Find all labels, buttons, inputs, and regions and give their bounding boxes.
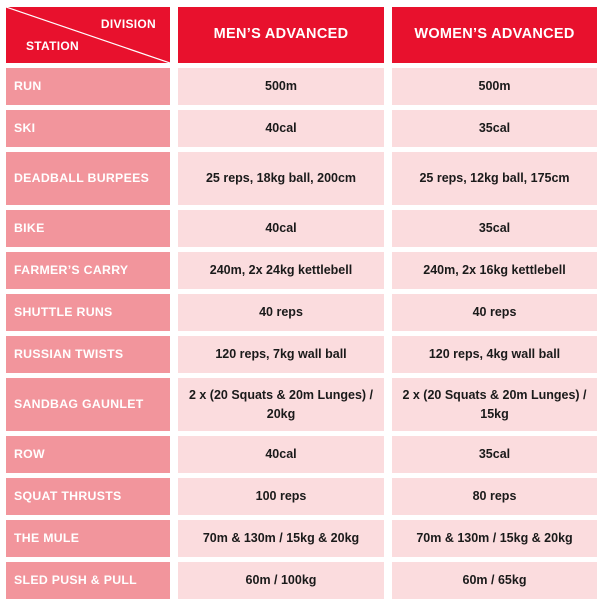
- mens-advanced-header: MEN’S ADVANCED: [178, 7, 384, 63]
- station-cell: THE MULE: [6, 520, 170, 557]
- station-cell: SQUAT THRUSTS: [6, 478, 170, 515]
- men-value-cell: 100 reps: [178, 478, 384, 515]
- station-cell: SANDBAG GAUNLET: [6, 378, 170, 431]
- men-value-cell: 500m: [178, 68, 384, 105]
- women-value-cell: 2 x (20 Squats & 20m Lunges) / 15kg: [392, 378, 597, 431]
- men-value-cell: 40cal: [178, 210, 384, 247]
- station-cell: ROW: [6, 436, 170, 473]
- station-cell: RUN: [6, 68, 170, 105]
- women-value-cell: 80 reps: [392, 478, 597, 515]
- station-cell: BIKE: [6, 210, 170, 247]
- men-value-cell: 40cal: [178, 110, 384, 147]
- men-value-cell: 60m / 100kg: [178, 562, 384, 599]
- women-value-cell: 40 reps: [392, 294, 597, 331]
- men-value-cell: 2 x (20 Squats & 20m Lunges) / 20kg: [178, 378, 384, 431]
- station-cell: RUSSIAN TWISTS: [6, 336, 170, 373]
- womens-advanced-header: WOMEN’S ADVANCED: [392, 7, 597, 63]
- men-value-cell: 25 reps, 18kg ball, 200cm: [178, 152, 384, 205]
- women-value-cell: 25 reps, 12kg ball, 175cm: [392, 152, 597, 205]
- men-value-cell: 120 reps, 7kg wall ball: [178, 336, 384, 373]
- station-cell: SHUTTLE RUNS: [6, 294, 170, 331]
- women-value-cell: 60m / 65kg: [392, 562, 597, 599]
- men-value-cell: 40cal: [178, 436, 384, 473]
- women-value-cell: 500m: [392, 68, 597, 105]
- women-value-cell: 120 reps, 4kg wall ball: [392, 336, 597, 373]
- station-cell: SKI: [6, 110, 170, 147]
- station-cell: FARMER’S CARRY: [6, 252, 170, 289]
- station-cell: SLED PUSH & PULL: [6, 562, 170, 599]
- women-value-cell: 35cal: [392, 210, 597, 247]
- division-label: DIVISION: [100, 17, 156, 31]
- women-value-cell: 70m & 130m / 15kg & 20kg: [392, 520, 597, 557]
- men-value-cell: 40 reps: [178, 294, 384, 331]
- men-value-cell: 240m, 2x 24kg kettlebell: [178, 252, 384, 289]
- station-label: STATION: [26, 38, 79, 53]
- men-value-cell: 70m & 130m / 15kg & 20kg: [178, 520, 384, 557]
- women-value-cell: 240m, 2x 16kg kettlebell: [392, 252, 597, 289]
- women-value-cell: 35cal: [392, 436, 597, 473]
- corner-header: [6, 7, 170, 63]
- station-cell: DEADBALL BURPEES: [6, 152, 170, 205]
- women-value-cell: 35cal: [392, 110, 597, 147]
